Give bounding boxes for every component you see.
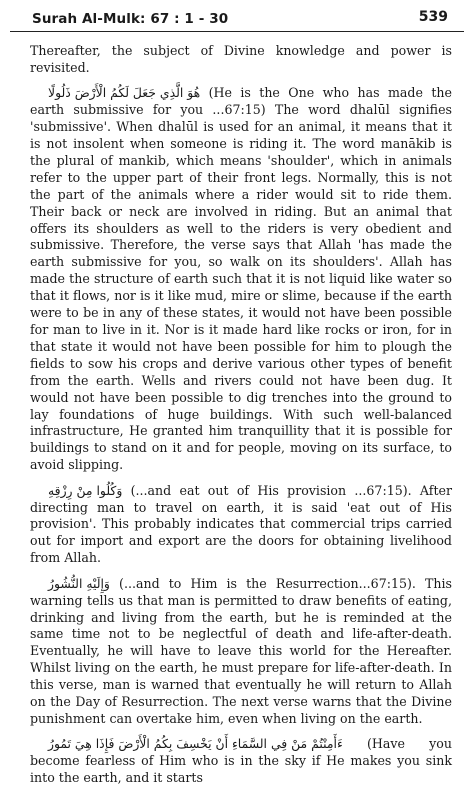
paragraph-fearless xyxy=(30,736,452,787)
running-header xyxy=(10,7,464,32)
surah-title: Surah Al-Mulk: 67 : 1 - 30 xyxy=(32,11,229,27)
paragraph-text: (...and to Him is the Resurrection...67:15). This warning tells us that man is permitted to draw benefits of eating, drinking and living from the earth, but he is reminded at the same time not to be neglectful of death and life-after-death. Eventually, he will have to leave this world for the Hereafter. Whilst living on the earth, he must prepare for life-after-death. In this verse, man is warned that eventually he will return to Allah on the Day of Resurrection. The next verse warns that the Divine punishment can overtake him, even when living on the earth. xyxy=(30,575,452,726)
paragraph-text: (He is the One who has made the earth submissive for you ...67:15) The word dhalūl signifies 'submissive'. When dhalūl is used for an animal, it means that it is not insolent when someone is riding it. The word manākib is the plural of mankib, which means 'shoulder', which in animals refer to the upper part of their front legs. Normally, this is not the part of the animals where a rider would sit to ride them. Their back or neck are involved in riding. But an animal that offers its shoulders as well to the riders is very obedient and submissive. Therefore, the verse says that Allah 'has made the earth submissive for you, so walk on its shoulders'. Allah has made the structure of earth such that it is not liquid like water so that it flows, nor is it like mud, mire or slime, because if the earth were to be in any of these states, it would not have been possible for man to live in it. Nor is it made hard like rocks or iron, for in that state it would not have been possible for him to plough the fields to sow his crops and derive various other types of benefit from the earth. Wells and rivers could not have been dug. It would not have been possible to dig trenches into the ground to lay foundations of huge buildings. With such well-balanced infrastructure, He granted him tranquillity that it is possible for buildings to stand on it and for people, moving on its surface, to avoid slipping. xyxy=(30,85,452,473)
arabic-verse: وَكُلُوا مِنْ رِزْقِهِ xyxy=(48,482,123,498)
paragraph-intro xyxy=(30,43,452,77)
arabic-verse: هُوَ الَّذِي جَعَلَ لَكُمُ الْأَرْضَ ذَلُولًا xyxy=(48,85,201,101)
paragraph-text: Thereafter, the subject of Divine knowledge and power is revisited. xyxy=(30,43,452,75)
page-body xyxy=(30,43,452,787)
paragraph-dhalul xyxy=(30,85,452,474)
arabic-verse: وَإِلَيْهِ النُّشُورُ xyxy=(48,575,110,591)
arabic-verse: ءَأَمِنْتُمْ مَنْ فِي السَّمَاءِ أَنْ يَخْسِفَ بِكُمُ الْأَرْضَ فَإِذَا هِيَ تَمُورُ xyxy=(48,736,343,752)
paragraph-text: (...and eat out of His provision ...67:15). After directing man to travel on earth, it is said 'eat out of His provision'. This probably indicates that commercial trips carried out for import and export are the doors for obtaining livelihood from Allah. xyxy=(30,482,452,566)
page-number: 539 xyxy=(418,9,448,25)
paragraph-text: (Have you become fearless of Him who is in the sky if He makes you sink into the earth, and it starts xyxy=(30,736,452,786)
paragraph-resurrection xyxy=(30,576,452,728)
paragraph-provision xyxy=(30,483,452,568)
